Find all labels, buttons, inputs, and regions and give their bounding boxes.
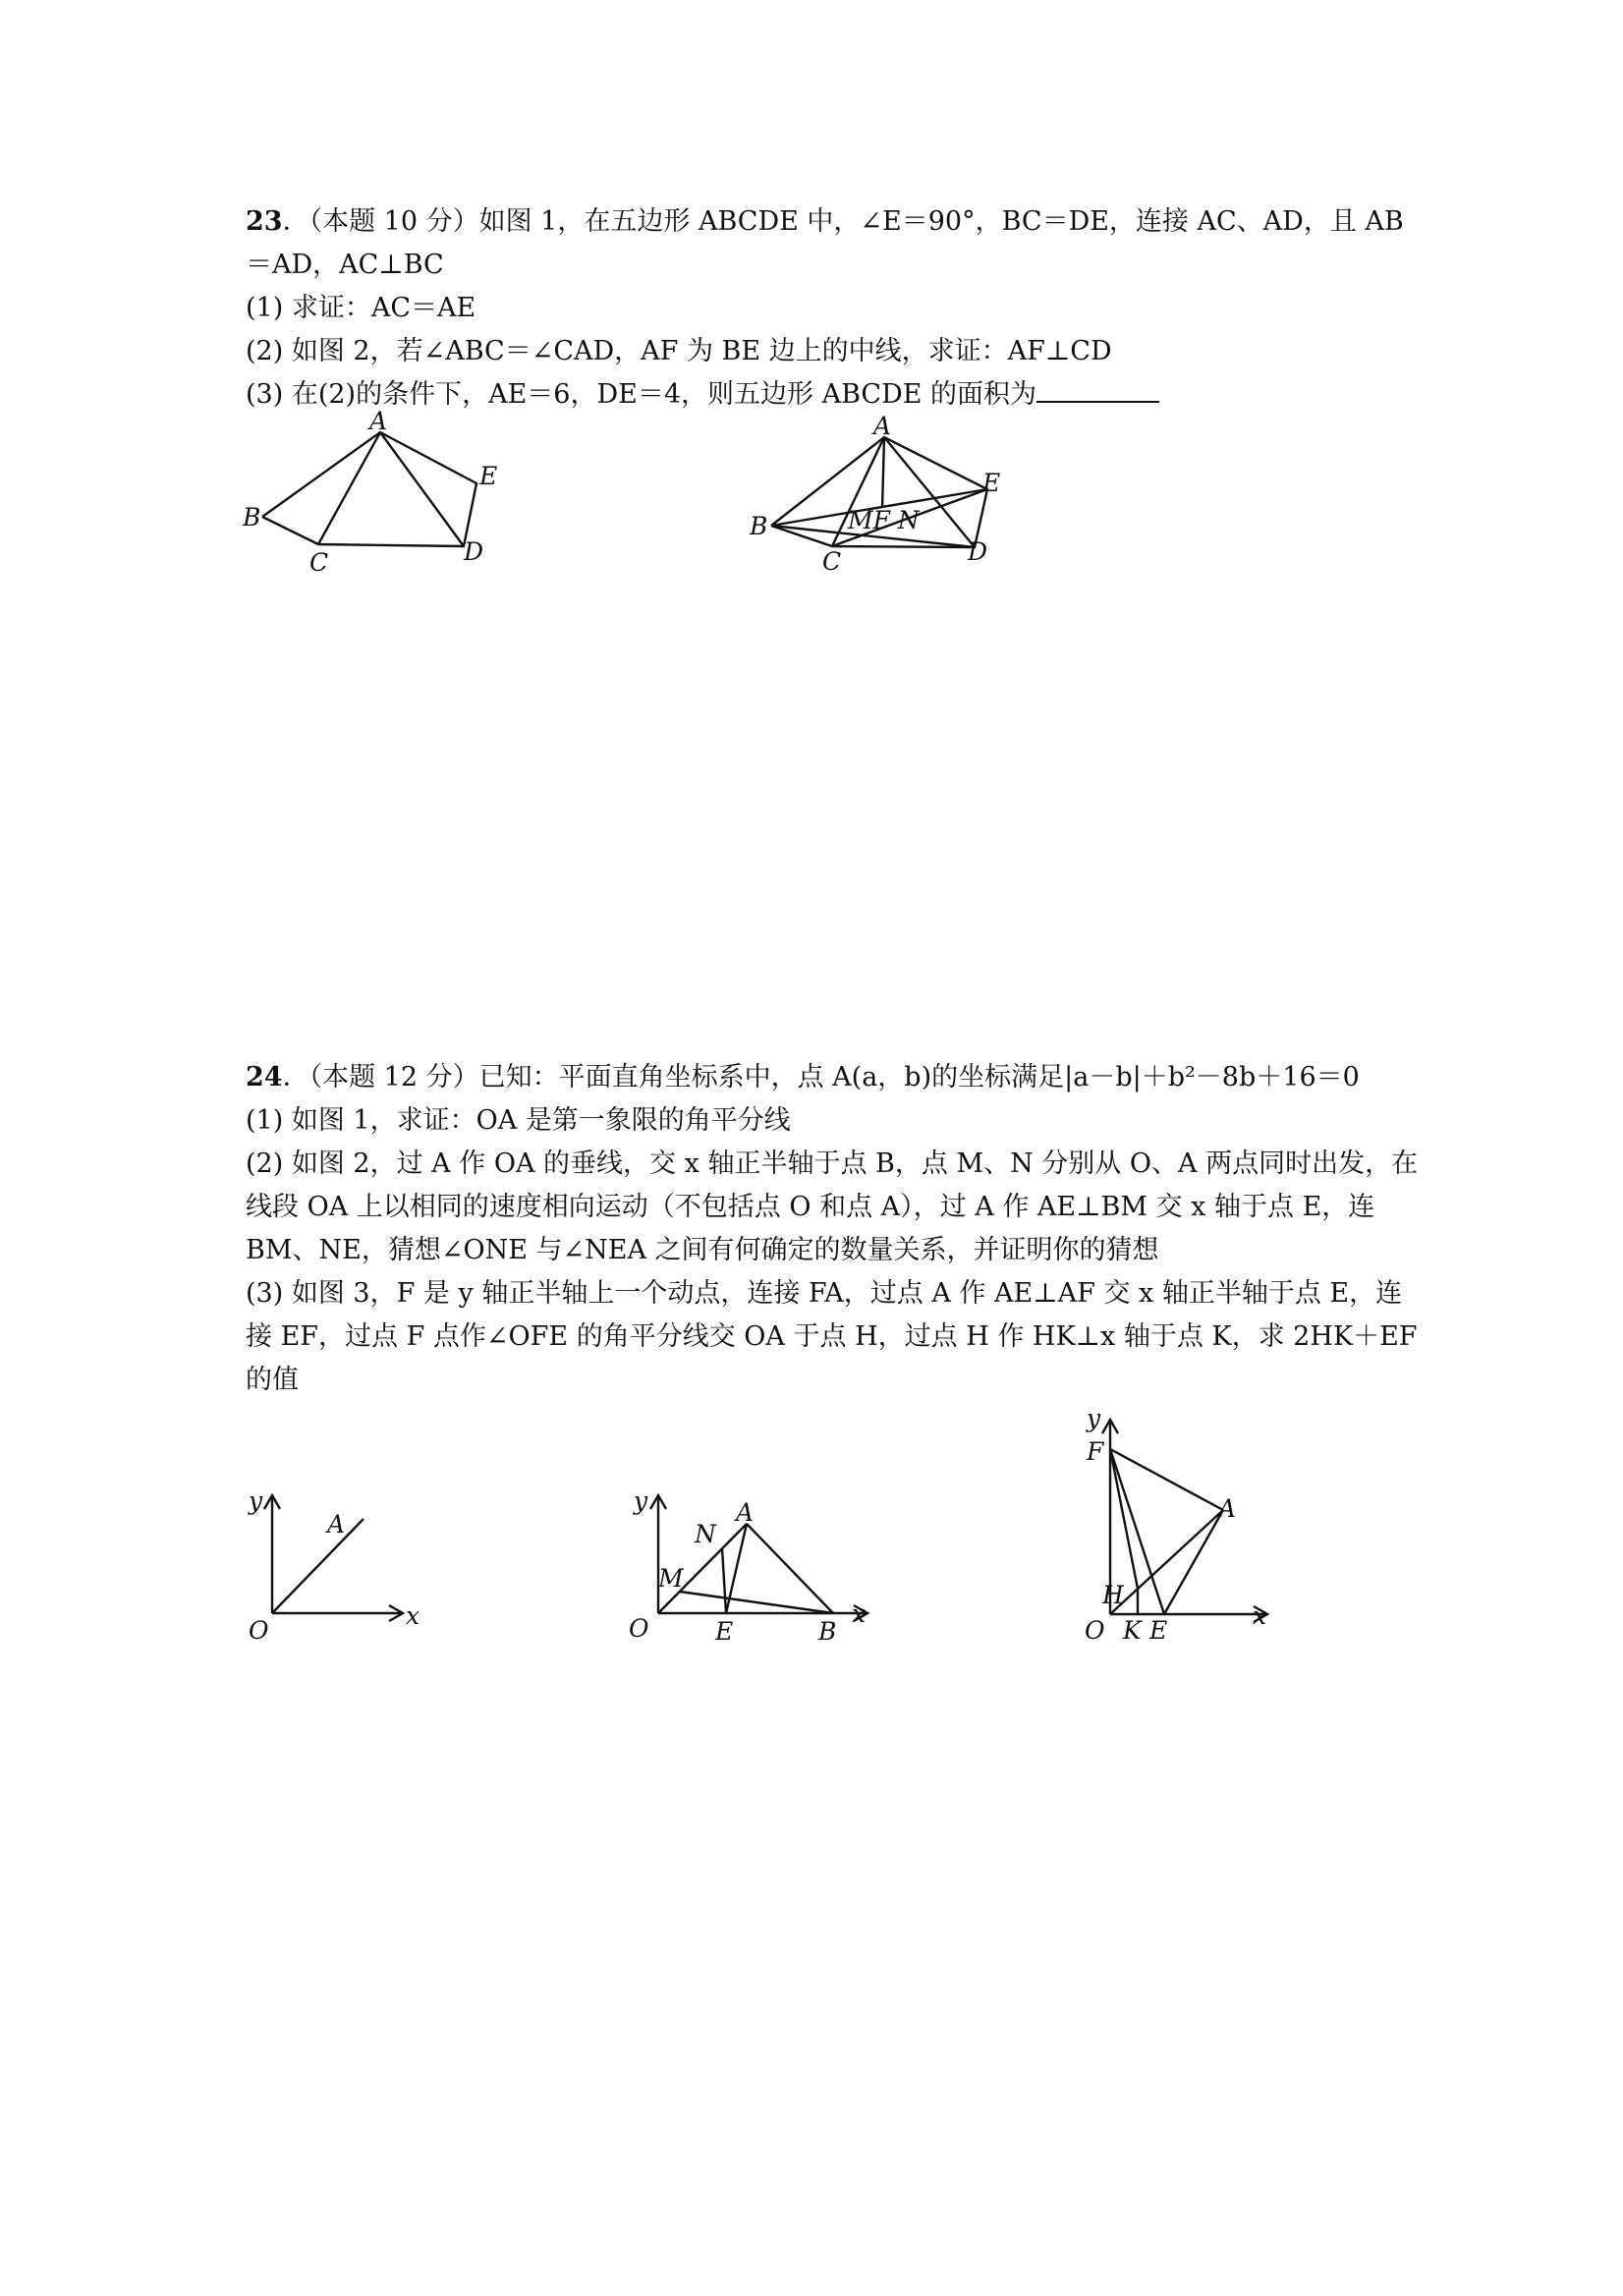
label-y: y <box>1087 1404 1101 1432</box>
segment-ad <box>380 432 464 546</box>
label-e: E <box>479 462 498 490</box>
pentagon-outline <box>262 432 476 546</box>
segment-ae <box>1164 1510 1223 1614</box>
problem-24-figure-2 <box>624 1484 879 1660</box>
problem-23-number: 23 <box>246 206 283 237</box>
label-a: A <box>1218 1494 1237 1523</box>
label-mfn: MF N <box>848 506 920 534</box>
problem-23-figure-1 <box>241 407 545 585</box>
label-a: A <box>873 412 892 440</box>
problem-24-part-2-line-1: (2) 如图 2，过 A 作 OA 的垂线，交 x 轴正半轴于点 B，点 M、N 分别从 O、A 两点同时出发，在 <box>246 1148 1419 1179</box>
coordinate-figure-1-svg <box>241 1484 437 1660</box>
problem-24-part-2-line-3: BM、NE，猜想∠ONE 与∠NEA 之间有何确定的数量关系，并证明你的猜想 <box>246 1235 1159 1265</box>
label-m: M <box>658 1564 684 1593</box>
problem-24-part-1: (1) 如图 1，求证：OA 是第一象限的角平分线 <box>246 1105 791 1136</box>
answer-blank <box>1036 375 1159 403</box>
label-h: H <box>1102 1581 1124 1609</box>
problem-24-figure-1 <box>241 1484 437 1660</box>
problem-23-part-2: (2) 如图 2，若∠ABC＝∠CAD，AF 为 BE 边上的中线，求证：AF⊥CD <box>246 336 1112 366</box>
label-e: E <box>1149 1616 1168 1645</box>
problem-23 <box>246 200 1404 417</box>
label-a: A <box>327 1510 346 1539</box>
coordinate-figure-3-svg <box>1071 1405 1297 1651</box>
segment-ac <box>318 432 380 544</box>
label-b: B <box>243 503 261 532</box>
problem-24-line-1 <box>246 1056 1395 1099</box>
pentagon-figure-1-svg <box>241 407 545 585</box>
label-y: y <box>249 1486 263 1515</box>
problem-24-separator: ． <box>282 1062 309 1092</box>
problem-23-part-3 <box>246 373 1395 417</box>
segment-bm <box>680 1592 833 1613</box>
label-e: E <box>982 469 1001 497</box>
label-k: K <box>1123 1616 1142 1645</box>
problem-23-statement: （本题 10 分）如图 1，在五边形 ABCDE 中，∠E＝90°，BC＝DE，连接 AC、AD，且 AB <box>308 206 1404 237</box>
problem-23-figure-2 <box>742 412 1036 585</box>
label-c: C <box>309 548 329 577</box>
label-o: O <box>249 1616 269 1645</box>
label-e: E <box>715 1617 734 1646</box>
pentagon-figure-2-svg <box>742 412 1036 585</box>
label-n: N <box>695 1520 716 1548</box>
segment-oa <box>272 1519 364 1613</box>
segment-oa <box>1110 1510 1223 1614</box>
problem-23-line-1 <box>246 200 1404 244</box>
label-x: x <box>852 1599 867 1628</box>
label-a: A <box>369 407 388 435</box>
label-c: C <box>822 547 842 576</box>
label-x: x <box>406 1601 420 1630</box>
problem-23-separator: ． <box>282 206 309 237</box>
problem-24-part-3-line-1: (3) 如图 3，F 是 y 轴正半轴上一个动点，连接 FA，过点 A 作 AE⊥AF 交 x 轴正半轴于点 E，连 <box>246 1278 1403 1309</box>
problem-24-figure-3 <box>1071 1405 1297 1651</box>
label-o: O <box>1085 1616 1105 1645</box>
label-b: B <box>750 512 768 540</box>
label-x: x <box>1253 1601 1267 1630</box>
problem-23-part-1: (1) 求证：AC＝AE <box>246 293 476 323</box>
problem-23-part-3-text: (3) 在(2)的条件下，AE＝6，DE＝4，则五边形 ABCDE 的面积为 <box>246 379 1037 410</box>
problem-24-part-3-line-2: 接 EF，过点 F 点作∠OFE 的角平分线交 OA 于点 H，过点 H 作 HK⊥x 轴于点 K，求 2HK＋EF <box>246 1321 1418 1352</box>
label-a: A <box>736 1498 755 1527</box>
problem-24-part-3-line-3: 的值 <box>246 1365 299 1395</box>
segment-ne <box>722 1548 726 1613</box>
problem-24-statement: （本题 12 分）已知：平面直角坐标系中，点 A(a，b)的坐标满足|a－b|＋b²－8b＋16＝0 <box>308 1062 1360 1092</box>
coordinate-figure-2-svg <box>624 1484 879 1660</box>
segment-ab <box>747 1524 833 1613</box>
problem-24-number: 24 <box>246 1062 283 1092</box>
label-b: B <box>818 1617 837 1646</box>
label-y: y <box>634 1486 648 1515</box>
label-d: D <box>464 537 484 566</box>
segment-af <box>882 437 884 508</box>
problem-24 <box>246 1056 1419 1402</box>
label-d: D <box>968 537 988 566</box>
label-f: F <box>1087 1437 1104 1466</box>
problem-23-line-2: ＝AD，AC⊥BC <box>246 250 444 280</box>
problem-24-part-2-line-2: 线段 OA 上以相同的速度相向运动（不包括点 O 和点 A），过 A 作 AE⊥BM 交 x 轴于点 E，连 <box>246 1192 1375 1222</box>
label-o: O <box>629 1614 649 1643</box>
